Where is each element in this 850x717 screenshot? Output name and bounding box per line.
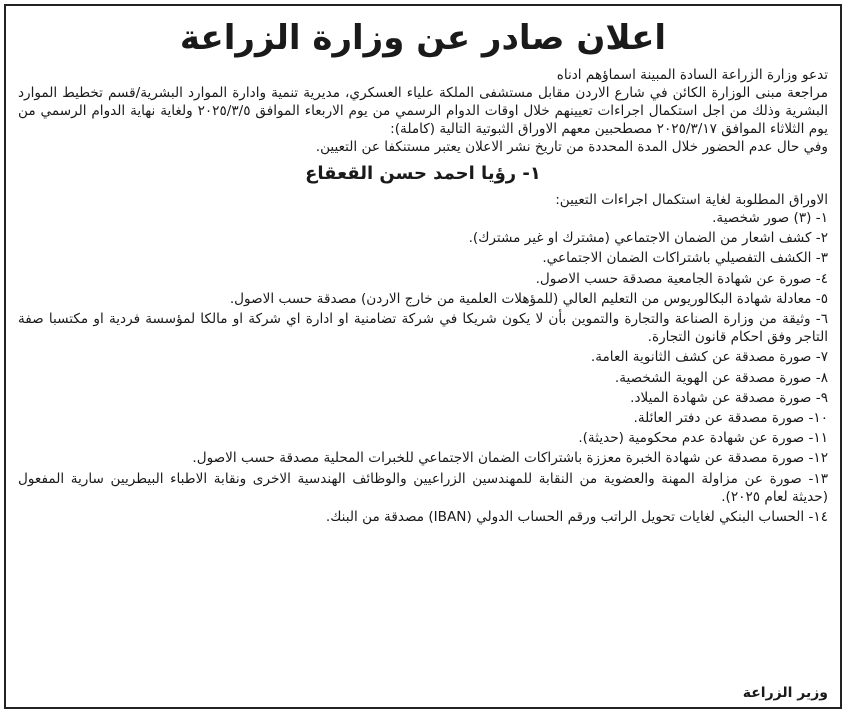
- list-item: ٤- صورة عن شهادة الجامعية مصدقة حسب الاصول.: [535, 270, 828, 287]
- list-item: ١٤- الحساب البنكي لغايات تحويل الراتب ورقم الحساب الدولي (IBAN) مصدقة من البنك.: [325, 509, 828, 526]
- documents-intro: الاوراق المطلوبة لغاية استكمال اجراءات التعيين:: [555, 192, 828, 208]
- list-item: ٧- صورة مصدقة عن كشف الثانوية العامة.: [590, 349, 828, 366]
- list-item: ٥- معادلة شهادة البكالوريوس من التعليم العالي (للمؤهلات العلمية من خارج الاردن) مصدقة حسب الاصول.: [229, 290, 828, 307]
- list-item: ١٠- صورة مصدقة عن دفتر العائلة.: [633, 410, 828, 427]
- warning-line: وفي حال عدم الحضور خلال المدة المحددة من تاريخ نشر الاعلان يعتبر مستنكفا عن التعيين.: [315, 139, 828, 155]
- list-item: ٦- وثيقة من وزارة الصناعة والتجارة والتموين بأن لا يكون شريكا في شركة تضامنية او ادارة اي شركة او مالكا لمؤسسة فردية او مكتسبا صفة التاجر وفق احكام قانون التجارة.: [18, 311, 828, 346]
- list-item: ٨- صورة مصدقة عن الهوية الشخصية.: [614, 369, 828, 386]
- documents-list: [18, 209, 828, 526]
- list-item: ٣- الكشف التفصيلي باشتراكات الضمان الاجتماعي.: [542, 250, 828, 267]
- signature: وزير الزراعة: [742, 685, 828, 701]
- announcement-frame: [4, 4, 842, 709]
- list-item: ١- (٣) صور شخصية.: [712, 210, 828, 226]
- list-item: ٩- صورة مصدقة عن شهادة الميلاد.: [630, 389, 828, 406]
- candidate-name: ١- رؤيا احمد حسن القعقاع: [305, 163, 541, 184]
- body-paragraph: مراجعة مبنى الوزارة الكائن في شارع الاردن مقابل مستشفى الملكة علياء العسكري، مديرية تنمية وادارة الموارد البشرية/قسم تخطيط الموارد البشرية وذلك من اجل استكمال اجراءات تعيينهم خلال اوقات الدوام الرسمي من يوم الاربعاء الموافق ٢٠٢٥/٣/٥ ولغاية نهاية الدوام الرسمي من يوم الثلاثاء الموافق ٢٠٢٥/٣/١٧ مصطحبين معهم الاوراق الثبوتية التالية (كاملة):: [18, 85, 828, 137]
- list-item: ١٣- صورة عن مزاولة المهنة والعضوية من النقابة للمهندسين الزراعيين والوظائف الهندسية الاخرى ونقابة الاطباء البيطريين سارية المفعول (حديثة لعام ٢٠٢٥).: [18, 470, 828, 505]
- announcement-title: اعلان صادر عن وزارة الزراعة: [179, 18, 667, 58]
- list-item: ١١- صورة عن شهادة عدم محكومية (حديثة).: [578, 430, 828, 447]
- list-item: ٢- كشف اشعار من الضمان الاجتماعي (مشترك او غير مشترك).: [468, 230, 828, 247]
- opening-line: تدعو وزارة الزراعة السادة المبينة اسماؤهم ادناه: [556, 67, 828, 83]
- list-item: ١٢- صورة مصدقة عن شهادة الخبرة معززة باشتراكات الضمان الاجتماعي للخبرات المحلية مصدقة حسب الاصول.: [192, 450, 828, 467]
